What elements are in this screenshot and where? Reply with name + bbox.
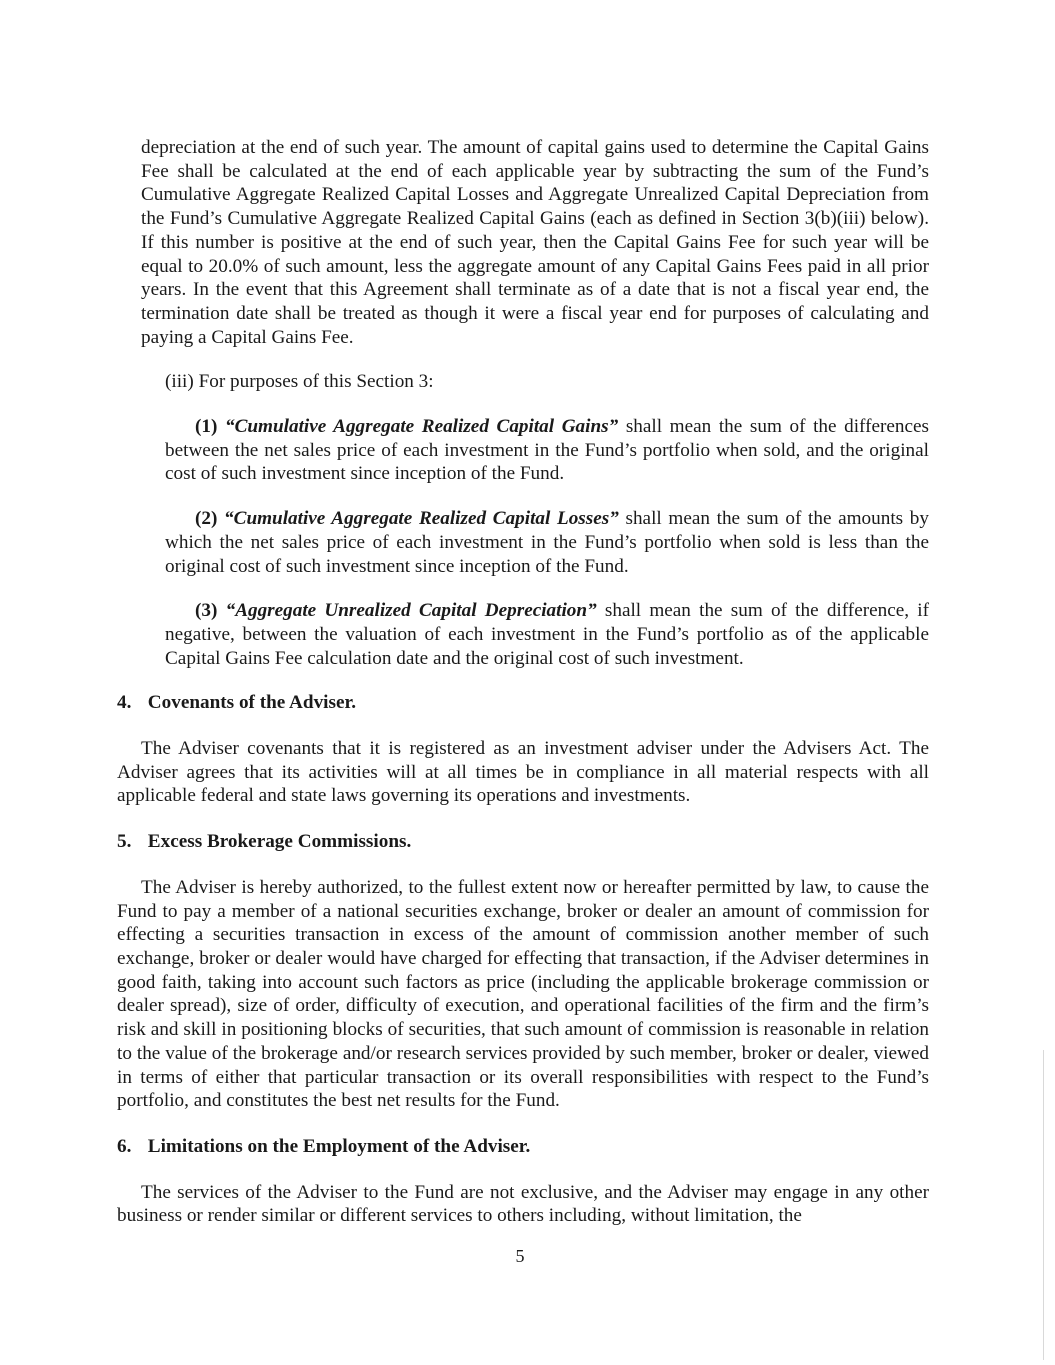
- section-4-body: [117, 737, 929, 808]
- definition-term: “Aggregate Unrealized Capital Depreciation”: [225, 600, 597, 622]
- section-body-text: The Adviser is hereby authorized, to the fullest extent now or hereafter permitted by law, to cause the Fund to pay a member of a national securities exchange, broker or dealer an amount of commission for effecting a securities transaction in excess of the amount of commission another member of such exchange, broker or dealer would have charged for effecting that transaction, if the Adviser determines in good faith, taking into account such factors as price (including the applicable brokerage commission or dealer spread), size of order, difficulty of execution, and operational facilities of the firm and the firm’s risk and skill in positioning blocks of securities, that such amount of commission is reasonable in relation to the value of the brokerage and/or research services provided by such member, broker or dealer, viewed in terms of either that particular transaction or its overall responsibilities with respect to the Fund’s portfolio, and constitutes the best net results for the Fund.: [117, 876, 929, 1112]
- definition-3: [141, 599, 929, 670]
- definition-1: [141, 415, 929, 486]
- section-4-heading: [117, 691, 929, 715]
- section-number: 5.: [117, 831, 132, 853]
- definition-text: shall mean the sum of the amounts by which the net sales price of each investment in the Fund’s portfolio when sold is less than the original cost of such investment since inception of the Fund.: [165, 508, 929, 577]
- definition-2: [141, 507, 929, 578]
- section-5-heading: [117, 830, 929, 854]
- scan-edge-line: [1043, 1050, 1044, 1360]
- continuation-paragraph: depreciation at the end of such year. The amount of capital gains used to determine the Capital Gains Fee shall be calculated at the end of each applicable year by subtracting the sum of the Fund’s Cumulative Aggregate Realized Capital Losses and Aggregate Unrealized Capital Depreciation from the Fund’s Cumulative Aggregate Realized Capital Gains (each as defined in Section 3(b)(iii) below). If this number is positive at the end of such year, then the Capital Gains Fee for such year will be equal to 20.0% of such amount, less the aggregate amount of any Capital Gains Fees paid in all prior years. In the event that this Agreement shall terminate as of a date that is not a fiscal year end, the termination date shall be treated as though it were a fiscal year end for purposes of calculating and paying a Capital Gains Fee.: [141, 137, 929, 348]
- definition-number: (1): [195, 416, 218, 438]
- definition-text: shall mean the sum of the differences between the net sales price of each investment in the Fund’s portfolio when sold, and the original cost of such investment since inception of the Fund.: [165, 416, 929, 485]
- definition-text: shall mean the sum of the difference, if negative, between the valuation of each investment in the Fund’s portfolio as of the applicable Capital Gains Fee calculation date and the original cost of such investment.: [165, 600, 929, 669]
- definition-number: (3): [195, 600, 218, 622]
- section-5-body: [117, 876, 929, 1113]
- section-body-text: The services of the Adviser to the Fund are not exclusive, and the Adviser may engage in any other business or render similar or different services to others including, without limitation, the: [117, 1181, 929, 1227]
- section-title: Excess Brokerage Commissions.: [147, 831, 412, 853]
- subsection-iii-intro: (iii) For purposes of this Section 3:: [165, 371, 434, 393]
- section-6-heading: [117, 1135, 929, 1159]
- page-number: 5: [515, 1246, 525, 1266]
- definition-term: “Cumulative Aggregate Realized Capital Gains”: [224, 416, 619, 438]
- section-title: Limitations on the Employment of the Adviser.: [147, 1135, 531, 1157]
- section-body-text: The Adviser covenants that it is registered as an investment adviser under the Advisers Act. The Adviser agrees that its activities will at all times be in compliance in all material respects with all applicable federal and state laws governing its operations and investments.: [117, 738, 929, 807]
- section-6-body: [117, 1181, 929, 1228]
- section-title: Covenants of the Adviser.: [147, 692, 357, 714]
- definition-term: “Cumulative Aggregate Realized Capital Losses”: [224, 508, 619, 530]
- page-content: [117, 136, 929, 1250]
- section-number: 4.: [117, 692, 132, 714]
- definition-number: (2): [195, 508, 218, 530]
- section-number: 6.: [117, 1135, 132, 1157]
